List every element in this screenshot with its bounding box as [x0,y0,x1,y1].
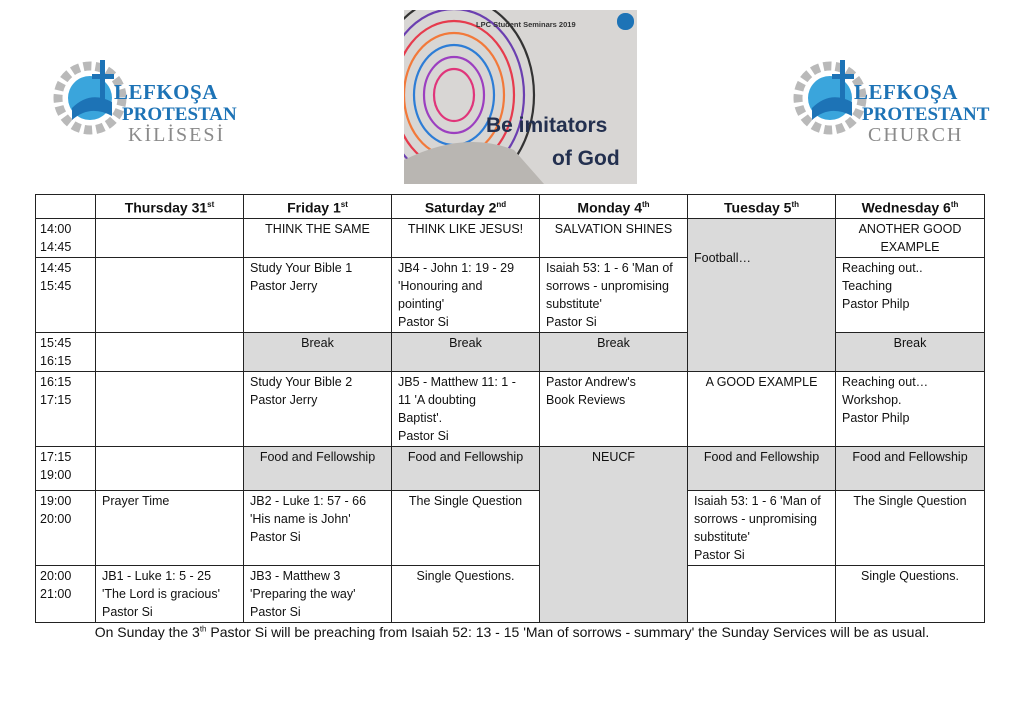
cell-sat-1400: THINK LIKE JESUS! [392,218,540,257]
cell-fri-food: Food and Fellowship [244,446,392,490]
cell-tue-2000 [688,565,836,622]
header-monday: Monday 4th [540,195,688,219]
cell-wed-1445: Reaching out.. Teaching Pastor Philp [836,257,985,332]
table-row [36,446,985,490]
cell-fri-1445: Study Your Bible 1 Pastor Jerry [244,257,392,332]
header-saturday: Saturday 2nd [392,195,540,219]
logo-left-line2: PROTESTAN [122,104,237,125]
logo-left-line3: KİLİSESİ [128,124,226,146]
footer-note: On Sunday the 3th Pastor Si will be preaching from Isaiah 52: 13 - 15 'Man of sorrows - summary' the Sunday Services will be as usual. [94,624,930,640]
cell-thu-1715 [96,446,244,490]
cell-tue-1615: A GOOD EXAMPLE [688,371,836,446]
cell-thu-1900: Prayer Time [96,490,244,565]
header-friday: Friday 1st [244,195,392,219]
cell-wed-food: Food and Fellowship [836,446,985,490]
cell-thu-1545 [96,332,244,371]
time-cell: 20:00 21:00 [36,565,96,622]
header-thursday: Thursday 31st [96,195,244,219]
cell-tue-football: Football… [688,218,836,371]
logo-turkish [50,50,250,160]
cell-mon-1615: Pastor Andrew's Book Reviews [540,371,688,446]
header-time [36,195,96,219]
time-cell: 16:15 17:15 [36,371,96,446]
table-row [36,218,985,257]
time-cell: 14:45 15:45 [36,257,96,332]
schedule-table [35,194,985,623]
cell-thu-1400 [96,218,244,257]
cell-mon-neucf: NEUCF [540,446,688,622]
cell-wed-1400: ANOTHER GOOD EXAMPLE [836,218,985,257]
header-row [36,195,985,219]
header-tuesday: Tuesday 5th [688,195,836,219]
table-row [36,332,985,371]
cell-sat-1900: The Single Question [392,490,540,565]
cell-fri-1900: JB2 - Luke 1: 57 - 66 'His name is John' Pastor Si [244,490,392,565]
cell-fri-1615: Study Your Bible 2 Pastor Jerry [244,371,392,446]
table-row [36,490,985,565]
cell-wed-break: Break [836,332,985,371]
logo-right-line1: LEFKOŞA [854,80,958,104]
banner-headline-1: Be imitators [486,114,608,137]
header-wednesday: Wednesday 6th [836,195,985,219]
seminar-banner [404,10,637,184]
cell-wed-1615: Reaching out… Workshop. Pastor Philp [836,371,985,446]
cell-thu-2000: JB1 - Luke 1: 5 - 25 'The Lord is gracious' Pastor Si [96,565,244,622]
time-cell: 15:45 16:15 [36,332,96,371]
time-cell: 17:15 19:00 [36,446,96,490]
table-row [36,565,985,622]
banner-top-text: LPC Student Seminars 2019 [476,20,576,29]
logo-left-line1: LEFKOŞA [114,80,218,104]
time-cell: 19:00 20:00 [36,490,96,565]
cell-fri-break: Break [244,332,392,371]
cell-mon-break: Break [540,332,688,371]
cell-sat-2000: Single Questions. [392,565,540,622]
cell-sat-1445: JB4 - John 1: 19 - 29 'Honouring and pointing' Pastor Si [392,257,540,332]
time-cell: 14:00 14:45 [36,218,96,257]
cell-mon-1445: Isaiah 53: 1 - 6 'Man of sorrows - unpromising substitute' Pastor Si [540,257,688,332]
cell-sat-break: Break [392,332,540,371]
cell-thu-1445 [96,257,244,332]
banner-headline-2: of God [552,147,620,170]
cell-wed-1900: The Single Question [836,490,985,565]
logo-english [790,50,990,160]
cell-thu-1615 [96,371,244,446]
logo-right-line2: PROTESTANT [862,104,990,125]
cell-sat-1615: JB5 - Matthew 11: 1 - 11 'A doubting Baptist'. Pastor Si [392,371,540,446]
cell-fri-1400: THINK THE SAME [244,218,392,257]
cell-fri-2000: JB3 - Matthew 3 'Preparing the way' Pastor Si [244,565,392,622]
cell-sat-food: Food and Fellowship [392,446,540,490]
table-row [36,257,985,332]
table-row [36,371,985,446]
cell-wed-2000: Single Questions. [836,565,985,622]
logo-right-line3: CHURCH [868,124,964,146]
cell-mon-1400: SALVATION SHINES [540,218,688,257]
cell-tue-food: Food and Fellowship [688,446,836,490]
cell-tue-1900: Isaiah 53: 1 - 6 'Man of sorrows - unpromising substitute' Pastor Si [688,490,836,565]
